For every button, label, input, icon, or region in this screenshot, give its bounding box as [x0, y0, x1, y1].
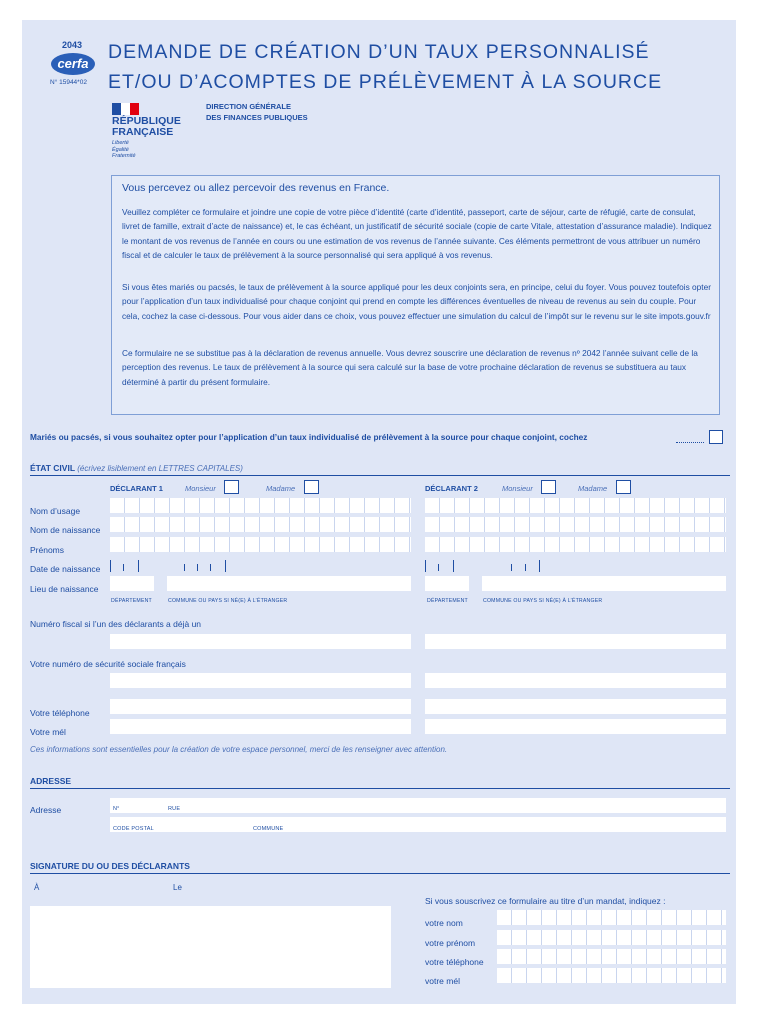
adresse-title: ADRESSE — [30, 776, 72, 786]
adresse-label: Adresse — [30, 805, 62, 815]
marianne-flag-icon — [112, 102, 140, 114]
mandat-mel-label: votre mél — [425, 976, 460, 986]
page-title — [108, 37, 662, 97]
mandat-telephone-label: votre téléphone — [425, 957, 484, 967]
mandat-prenom-input[interactable] — [497, 930, 726, 945]
title-line-2: ET/OU D’ACOMPTES DE PRÉLÈVEMENT À LA SOURCE — [108, 71, 663, 93]
info-paragraph-1: Veuillez compléter ce formulaire et joindre une copie de votre pièce d’identité (carte d’identité, passeport, carte de séjour, carte de réfugié, carte de consulat, livret de famille, extrait d’acte de naissance) et, le cas échéant, un justificatif de sécurité sociale (copie de carte Vitale, attestation d’assurance maladie). Indiquez le montant de vos revenus de l’année en cours ou une estimation de vos revenus de l’année suivante. Ces éléments permettront de vous attribuer un numéro fiscal et de calculer le taux de prélèvement à la source personnalisé qui sera appliqué à vos revenus. — [122, 207, 712, 261]
d1-monsieur-checkbox[interactable] — [224, 480, 239, 494]
mandat-text: Si vous souscrivez ce formulaire au titre d’un mandat, indiquez : — [425, 896, 666, 906]
d2-nom-usage-input[interactable] — [425, 498, 726, 513]
adresse-rue-caption: RUE — [168, 806, 181, 812]
d2-departement-caption: DÉPARTEMENT — [427, 598, 468, 604]
dgfip-label — [206, 101, 308, 123]
date-naissance-label: Date de naissance — [30, 564, 101, 574]
d1-departement-input[interactable] — [110, 576, 154, 591]
form-number: 2043 — [62, 40, 83, 50]
mandat-mel-input[interactable] — [497, 968, 726, 983]
motto-1: Liberté — [112, 140, 129, 146]
adresse-cp-caption: CODE POSTAL — [113, 826, 154, 832]
cerfa-number: N° 15944*02 — [50, 79, 87, 86]
adresse-rue-input[interactable] — [110, 798, 726, 813]
d2-commune-caption: COMMUNE OU PAYS SI NÉ(E) À L’ÉTRANGER — [483, 598, 603, 604]
mandat-nom-label: votre nom — [425, 918, 463, 928]
d1-secu-input[interactable] — [110, 673, 411, 688]
d1-madame-checkbox[interactable] — [304, 480, 319, 494]
adresse-no-caption: N° — [113, 806, 120, 812]
d1-madame-label: Madame — [266, 484, 296, 493]
d2-secu-input[interactable] — [425, 673, 726, 688]
dotted-leader — [676, 433, 704, 443]
mandat-prenom-label: votre prénom — [425, 938, 476, 948]
d1-monsieur-label: Monsieur — [185, 484, 216, 493]
etat-civil-label: ÉTAT CIVIL — [30, 463, 75, 473]
d2-date-naissance-input[interactable] — [425, 558, 545, 573]
nom-naissance-label: Nom de naissance — [30, 525, 101, 535]
mel-label: Votre mél — [30, 727, 66, 737]
d2-departement-input[interactable] — [425, 576, 469, 591]
info-heading: Vous percevez ou allez percevoir des revenus en France. — [122, 182, 390, 194]
d1-telephone-input[interactable] — [110, 699, 411, 714]
logo-line-1: RÉPUBLIQUE — [112, 115, 181, 127]
signature-box[interactable] — [30, 906, 391, 988]
secu-label: Votre numéro de sécurité sociale français — [30, 659, 186, 669]
signature-rule — [30, 873, 730, 874]
dgfip-line-1: DIRECTION GÉNÉRALE — [206, 102, 292, 111]
d2-monsieur-checkbox[interactable] — [541, 480, 556, 494]
d1-prenoms-input[interactable] — [110, 537, 411, 552]
d2-numero-fiscal-input[interactable] — [425, 634, 726, 649]
etat-civil-note: Ces informations sont essentielles pour la création de votre espace personnel, merci de les renseigner avec attention. — [30, 745, 448, 754]
d1-commune-caption: COMMUNE OU PAYS SI NÉ(E) À L’ÉTRANGER — [168, 598, 288, 604]
title-line-1: DEMANDE DE CRÉATION D’UN TAUX PERSONNALISÉ — [108, 41, 650, 63]
d1-nom-naissance-input[interactable] — [110, 517, 411, 532]
d2-telephone-input[interactable] — [425, 699, 726, 714]
adresse-commune-caption: COMMUNE — [253, 826, 284, 832]
d1-nom-usage-input[interactable] — [110, 498, 411, 513]
etat-civil-title — [30, 463, 243, 473]
telephone-label: Votre téléphone — [30, 708, 90, 718]
individual-rate-checkbox[interactable] — [709, 430, 723, 444]
d1-departement-caption: DÉPARTEMENT — [111, 598, 152, 604]
cerfa-logo: cerfa — [51, 53, 95, 75]
info-paragraph-3: Ce formulaire ne se substitue pas à la déclaration de revenus annuelle. Vous devrez souscrire une déclaration de revenus nº 2042 l’année suivant celle de la perception des revenus. Le taux de prélèvement à la source qui sera calculé sur la base de votre prochaine déclaration de revenus se substituera au taux déterminé à partir du présent formulaire. — [122, 348, 698, 387]
etat-civil-rule — [30, 475, 730, 476]
option-text: Mariés ou pacsés, si vous souhaitez opter pour l’application d’un taux individualisé de prélèvement à la source pour chaque conjoint, cochez — [30, 432, 588, 442]
nom-usage-label: Nom d’usage — [30, 506, 81, 516]
adresse-commune-input[interactable] — [110, 817, 726, 832]
dgfip-line-2: DES FINANCES PUBLIQUES — [206, 113, 308, 122]
numero-fiscal-label: Numéro fiscal si l’un des déclarants a déjà un — [30, 619, 202, 629]
lieu-naissance-label: Lieu de naissance — [30, 584, 99, 594]
d2-monsieur-label: Monsieur — [502, 484, 533, 493]
etat-civil-subtitle: (écrivez lisiblement en LETTRES CAPITALES) — [77, 464, 243, 473]
d2-madame-label: Madame — [578, 484, 608, 493]
info-paragraph-2: Si vous êtes mariés ou pacsés, le taux de prélèvement à la source appliqué pour les deux conjoints sera, en principe, celui du foyer. Vous pouvez toutefois opter pour l’application d’un taux individualisé pour chaque conjoint qui prend en compte les différences éventuelles de niveau de revenus au sein du couple. Pour cela, cochez la case ci-dessous. Pour vous aider dans ce choix, vous pouvez effectuer une simulation du calcul de l’impôt sur le revenu sur le site impots.gouv.fr — [122, 282, 711, 321]
d1-commune-input[interactable] — [167, 576, 411, 591]
d2-prenoms-input[interactable] — [425, 537, 726, 552]
d2-nom-naissance-input[interactable] — [425, 517, 726, 532]
republique-francaise-logo — [112, 116, 181, 138]
d1-numero-fiscal-input[interactable] — [110, 634, 411, 649]
signature-le-label: Le — [173, 883, 182, 892]
d1-mel-input[interactable] — [110, 719, 411, 734]
signature-a-label: À — [34, 883, 40, 892]
d2-commune-input[interactable] — [482, 576, 726, 591]
republique-motto — [112, 140, 136, 160]
mandat-nom-input[interactable] — [497, 910, 726, 925]
info-box — [111, 175, 720, 415]
d2-madame-checkbox[interactable] — [616, 480, 631, 494]
motto-3: Fraternité — [112, 153, 136, 159]
d1-date-naissance-input[interactable] — [110, 558, 230, 573]
adresse-rule — [30, 788, 730, 789]
logo-line-2: FRANÇAISE — [112, 126, 174, 138]
d2-mel-input[interactable] — [425, 719, 726, 734]
motto-2: Égalité — [112, 146, 129, 153]
signature-title: SIGNATURE DU OU DES DÉCLARANTS — [30, 861, 190, 871]
prenoms-label: Prénoms — [30, 545, 65, 555]
mandat-telephone-input[interactable] — [497, 949, 726, 964]
declarant-1-label: DÉCLARANT 1 — [110, 484, 163, 493]
declarant-2-label: DÉCLARANT 2 — [425, 484, 478, 493]
